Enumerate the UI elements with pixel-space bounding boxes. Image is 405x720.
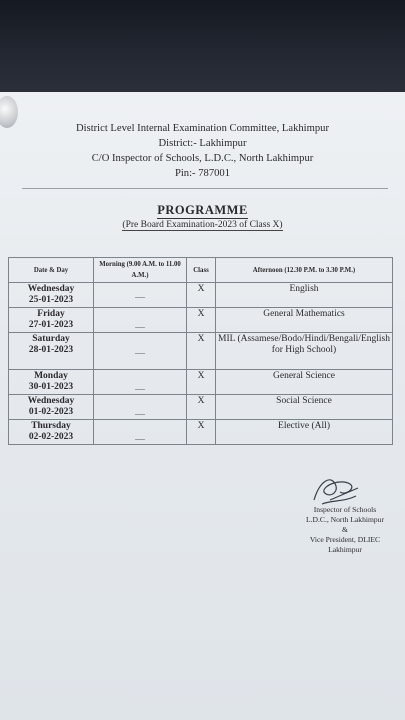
date: 28-01-2023 [28, 345, 74, 355]
afternoon-cell: General Mathematics [216, 308, 393, 333]
table-row [9, 333, 393, 370]
class-cell: X [187, 395, 216, 420]
header-committee: District Level Internal Examination Committee, Lakhimpur [75, 123, 329, 134]
afternoon-cell: Social Science [216, 395, 393, 420]
col-class: Class [187, 258, 216, 283]
title-text: PROGRAMME [157, 203, 248, 217]
date: 27-01-2023 [28, 320, 74, 330]
header-pin: Pin:- 787001 [174, 168, 231, 179]
sig-vice-president: Vice President, DLIEC [309, 535, 381, 544]
date: 01-02-2023 [28, 407, 74, 417]
afternoon-cell: English [216, 283, 393, 308]
day: Friday [37, 309, 65, 319]
morning-cell: ..... [94, 283, 187, 308]
morning-cell: ..... [94, 370, 187, 395]
sig-office: L.D.C., North Lakhimpur [305, 515, 385, 524]
date-cell [9, 370, 94, 395]
sig-inspector: Inspector of Schools [313, 505, 377, 514]
subtitle-text: (Pre Board Examination-2023 of Class X) [122, 220, 283, 230]
sig-ampersand: & [342, 525, 348, 534]
class-cell: X [187, 308, 216, 333]
col-afternoon: Afternoon (12.30 P.M. to 3.30 P.M.) [216, 258, 393, 283]
afternoon-cell: MIL (Assamese/Bodo/Hindi/Bengali/English for High School) [216, 333, 393, 370]
morning-cell: ..... [94, 395, 187, 420]
morning-cell: ..... [94, 420, 187, 445]
header-district: District:- Lakhimpur [158, 138, 247, 149]
date: 25-01-2023 [28, 295, 74, 305]
table-row [9, 395, 393, 420]
date-cell [9, 420, 94, 445]
date-cell [9, 395, 94, 420]
class-cell: X [187, 333, 216, 370]
divider [22, 188, 388, 189]
table-row [9, 283, 393, 308]
signature-block [290, 505, 400, 555]
page-title [0, 203, 405, 218]
signature-scribble-icon [310, 470, 362, 508]
table-row [9, 308, 393, 333]
day: Thursday [31, 421, 71, 431]
header-address: C/O Inspector of Schools, L.D.C., North Lakhimpur [91, 153, 314, 164]
day: Saturday [32, 334, 70, 344]
date-cell [9, 308, 94, 333]
date-cell [9, 333, 94, 370]
class-cell: X [187, 283, 216, 308]
day: Wednesday [27, 284, 75, 294]
date: 02-02-2023 [28, 432, 74, 442]
class-cell: X [187, 370, 216, 395]
morning-cell: ..... [94, 333, 187, 370]
afternoon-cell: General Science [216, 370, 393, 395]
date: 30-01-2023 [28, 382, 74, 392]
morning-cell: ..... [94, 308, 187, 333]
exam-schedule-table [8, 257, 393, 445]
page-subtitle [0, 220, 405, 230]
document-header [0, 121, 405, 181]
class-cell: X [187, 420, 216, 445]
day: Monday [34, 371, 68, 381]
table-header-row [9, 258, 393, 283]
sig-place: Lakhimpur [328, 545, 362, 554]
date-cell [9, 283, 94, 308]
col-date-day: Date & Day [9, 258, 94, 283]
dark-background-top [0, 0, 405, 92]
col-morning: Morning (9.00 A.M. to 11.00 A.M.) [94, 258, 187, 283]
table-row [9, 420, 393, 445]
table-row [9, 370, 393, 395]
afternoon-cell: Elective (All) [216, 420, 393, 445]
day: Wednesday [27, 396, 75, 406]
